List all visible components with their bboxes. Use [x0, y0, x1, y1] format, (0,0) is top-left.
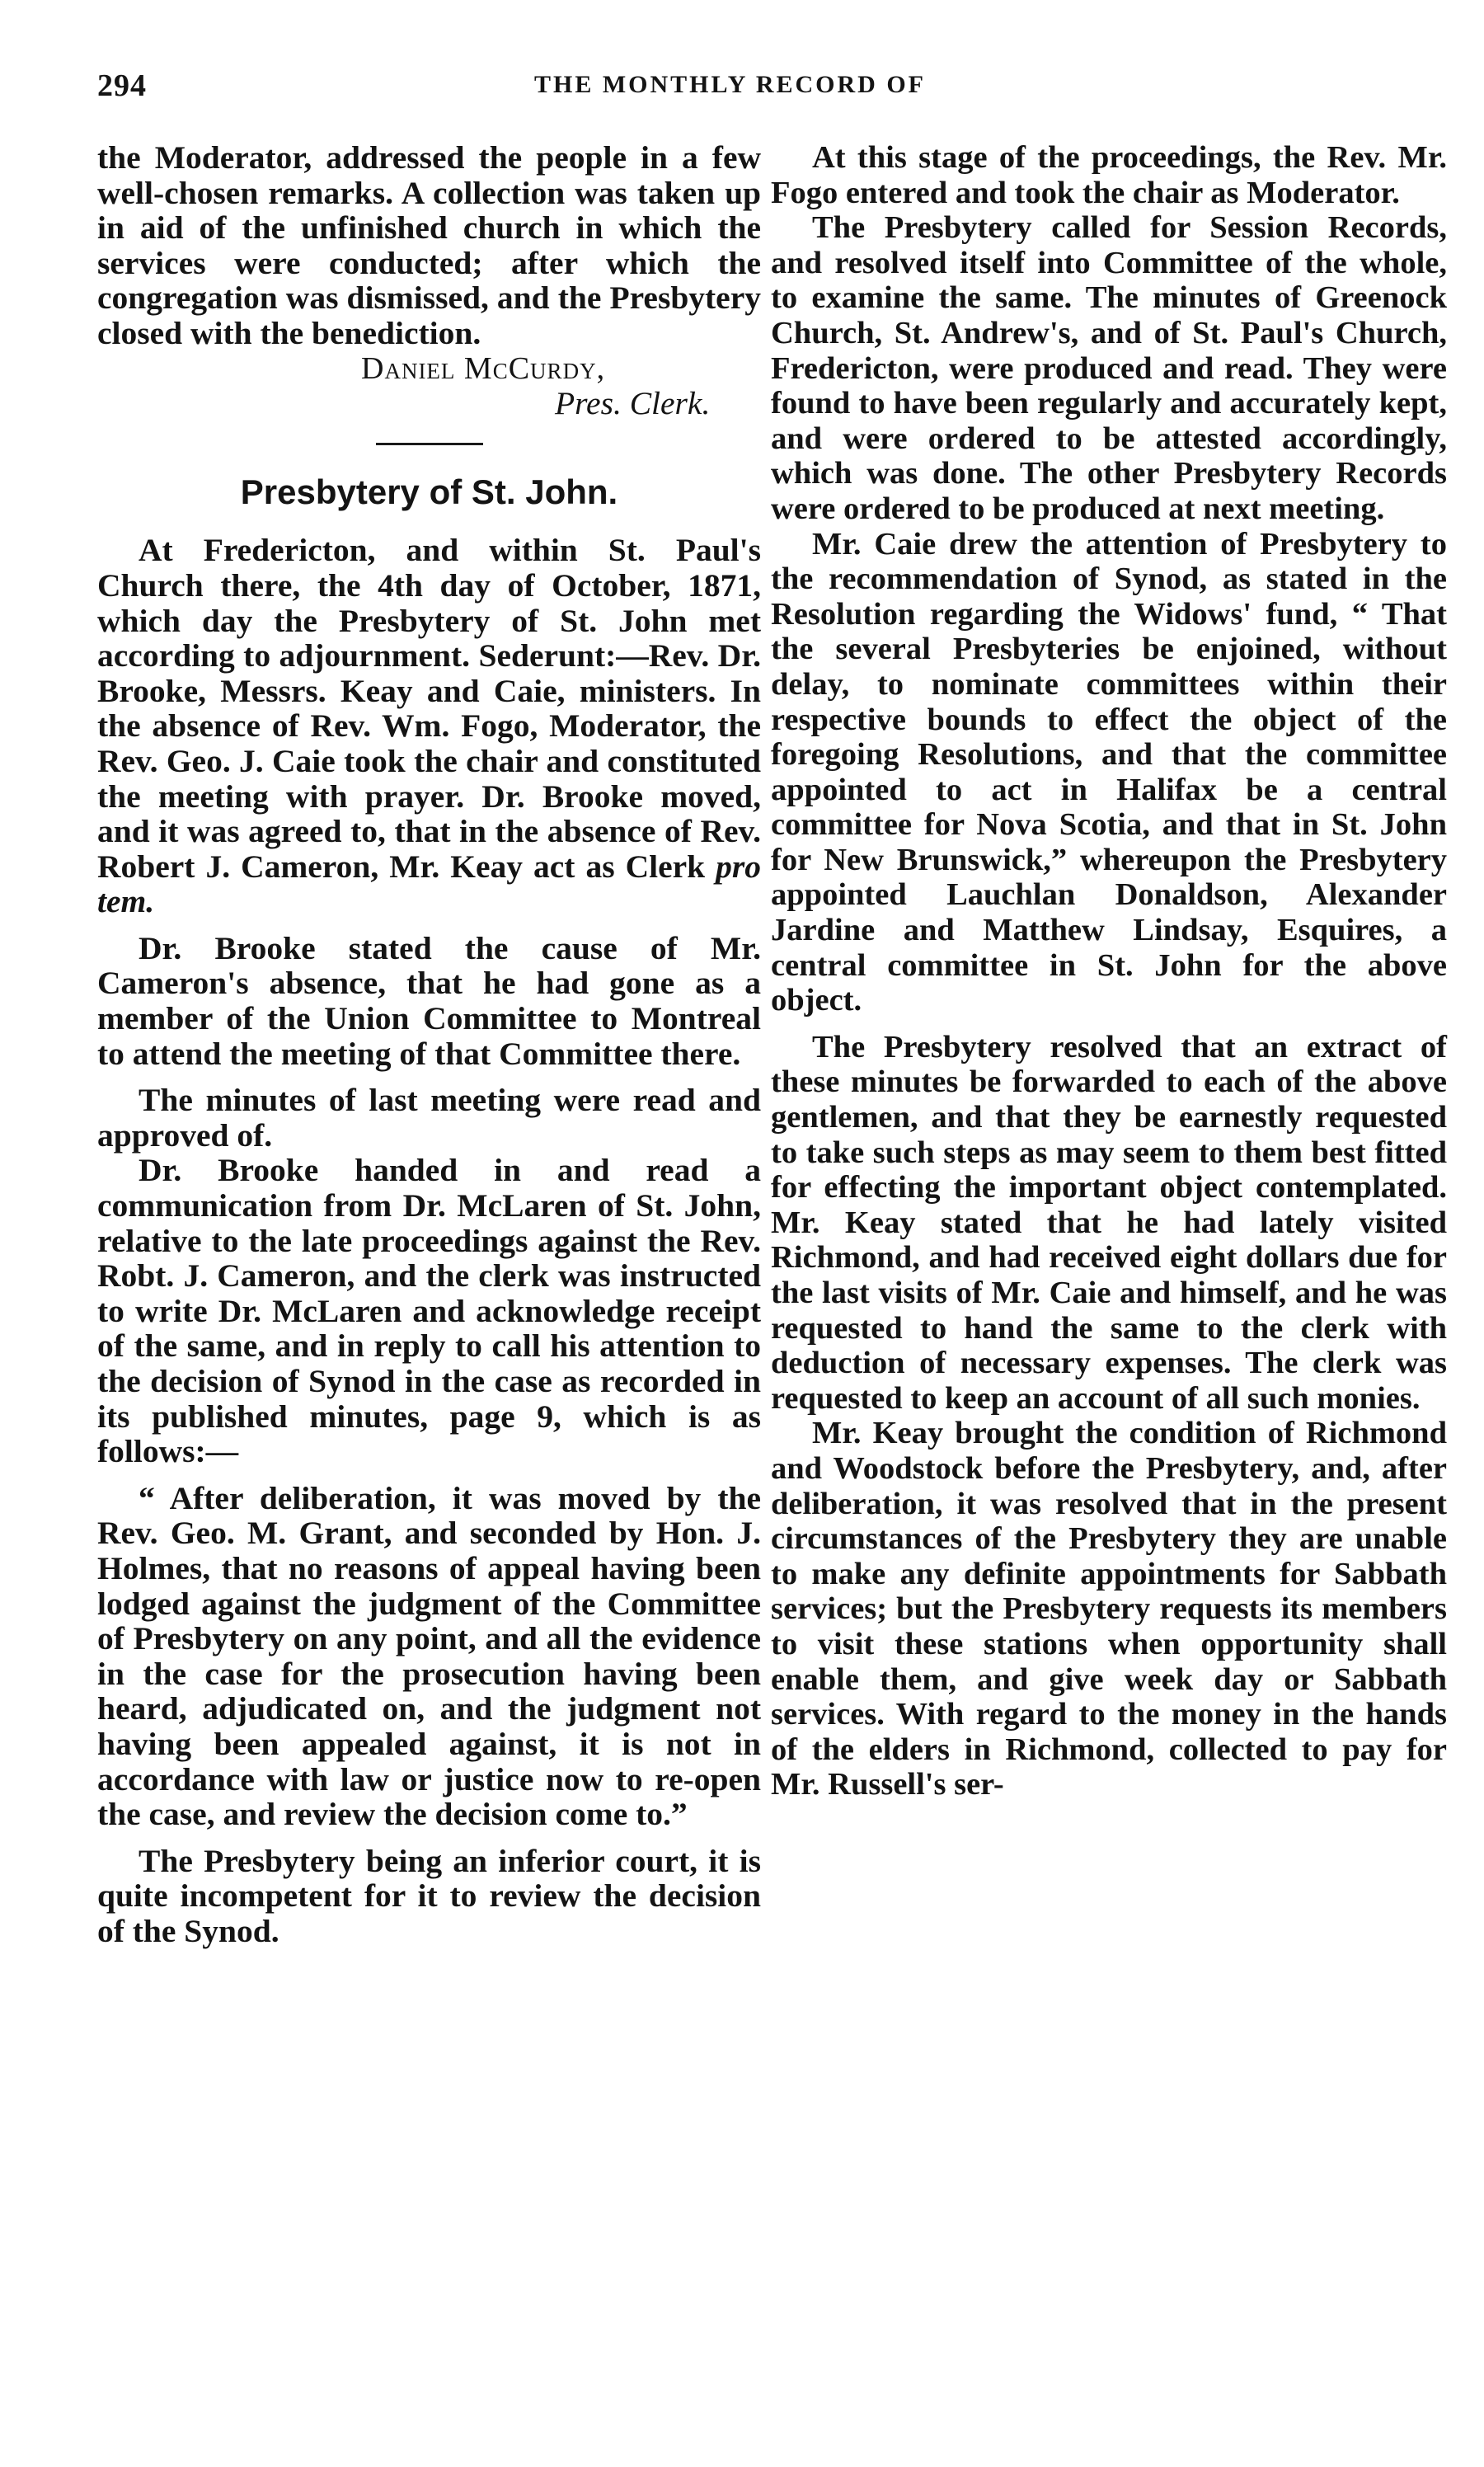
signature-title: Pres. Clerk.: [555, 385, 711, 422]
paragraph-session-records: The Presbytery called for Session Records, and resolved itself into Committee of the whole, to examine the same. The minutes of Greenock Church, St. Andrew's, and of St. Paul's Church, Fredericton, were produced and read. They were found to have been regularly and accurately kept, and were ordered to be attested accordingly, which was done. The other Presbytery Records were ordered to be produced at next meeting.: [771, 210, 1447, 526]
paragraph-extract: The Presbytery resolved that an extract of these minutes be forwarded to each of the above gentlemen, and that they be earnestly requested to take such steps as may seem to them best fitted for effecting the important object contemplated. Mr. Keay stated that he had lately visited Richmond, and had received eight dollars due for the last visits of Mr. Caie and himself, and he was requested to hand the same to the clerk with deduction of necessary expenses. The clerk was requested to keep an account of all such monies.: [771, 1029, 1447, 1416]
paragraph-inferior-court: The Presbytery being an inferior court, it is quite incompetent for it to review the decision of the Synod.: [97, 1842, 761, 1949]
paragraph-cameron-absence: Dr. Brooke stated the cause of Mr. Cameron's absence, that he had gone as a member of the Union Committee to Montreal to attend the meeting of that Committee there.: [97, 929, 761, 1072]
right-column: [771, 140, 1447, 1802]
paragraph-synod-quote: “ After deliberation, it was moved by the Rev. Geo. M. Grant, and seconded by Hon. J. Holmes, that no reasons of appeal having been lodged against the judgment of the Committee of Presbytery on any point, and all the evidence in the case for the prosecution having been heard, adjudicated on, and the judgment not having been appealed against, it is not in accordance with law or justice now to re-open the case, and review the decision come to.”: [97, 1479, 761, 1833]
page-number: 294: [97, 68, 147, 103]
paragraph-fogo: At this stage of the proceedings, the Rev. Mr. Fogo entered and took the chair as Moderator.: [771, 140, 1447, 210]
left-column: [97, 140, 761, 1949]
paragraph-richmond: Mr. Keay brought the condition of Richmond and Woodstock before the Presbytery, and, after deliberation, it was resolved that in the present circumstances of the Presbytery they are unable to make any definite appointments for Sabbath services; but the Presbytery requests its members to visit these stations when opportunity shall enable them, and give week day or Sabbath services. With regard to the money in the hands of the elders in Richmond, collected to pay for Mr. Russell's ser-: [771, 1416, 1447, 1802]
running-head: [97, 68, 1408, 117]
journal-title: THE MONTHLY RECORD OF: [534, 71, 926, 98]
paragraph-minutes: The minutes of last meeting were read and approved of.: [97, 1082, 761, 1154]
opening-paragraph: the Moderator, addressed the people in a few well-chosen remarks. A collection was taken up in aid of the unfinished church in which the services were conducted; after which the congregation was dismissed, and the Presbytery closed with the benediction.: [97, 139, 761, 351]
section-divider: [376, 443, 483, 445]
paragraph-mclaren: Dr. Brooke handed in and read a communication from Dr. McLaren of St. John, relative to the late proceedings against the Rev. Robt. J. Cameron, and the clerk was instructed to write Dr. McLaren and acknowledge receipt of the same, and in reply to call his attention to the decision of Synod in the case as recorded in its published minutes, page 9, which is as follows:—: [97, 1152, 761, 1470]
pro-tem-text: pro tem.: [97, 848, 761, 920]
section-heading: Presbytery of St. John.: [240, 472, 618, 511]
paragraph-fredericton-text: At Fredericton, and within St. Paul's Church there, the 4th day of October, 1871, which day the Presbytery of St. John met according to adjournment. Sederunt:—Rev. Dr. Brooke, Messrs. Keay and Caie, ministers. In the absence of Rev. Wm. Fogo, Moderator, the Rev. Geo. J. Caie took the chair and constituted the meeting with prayer. Dr. Brooke moved, and it was agreed to, that in the absence of Rev. Robert J. Cameron, Mr. Keay act as Clerk: [97, 532, 761, 885]
paragraph-widows-fund: Mr. Caie drew the attention of Presbytery to the recommendation of Synod, as stated in the Resolution regarding the Widows' fund, “ That the several Presbyteries be enjoined, without delay, to nominate committees within their respective bounds to effect the object of the foregoing Resolutions, and that the committee appointed to act in Halifax be a central committee for Nova Scotia, and that in St. John for New Brunswick,” whereupon the Presbytery appointed Lauchlan Donaldson, Alexander Jardine and Matthew Lindsay, Esquires, a central committee in St. John for the above object.: [771, 526, 1447, 1018]
paragraph-fredericton: [97, 533, 761, 919]
signature-name: Daniel McCurdy,: [361, 350, 606, 386]
